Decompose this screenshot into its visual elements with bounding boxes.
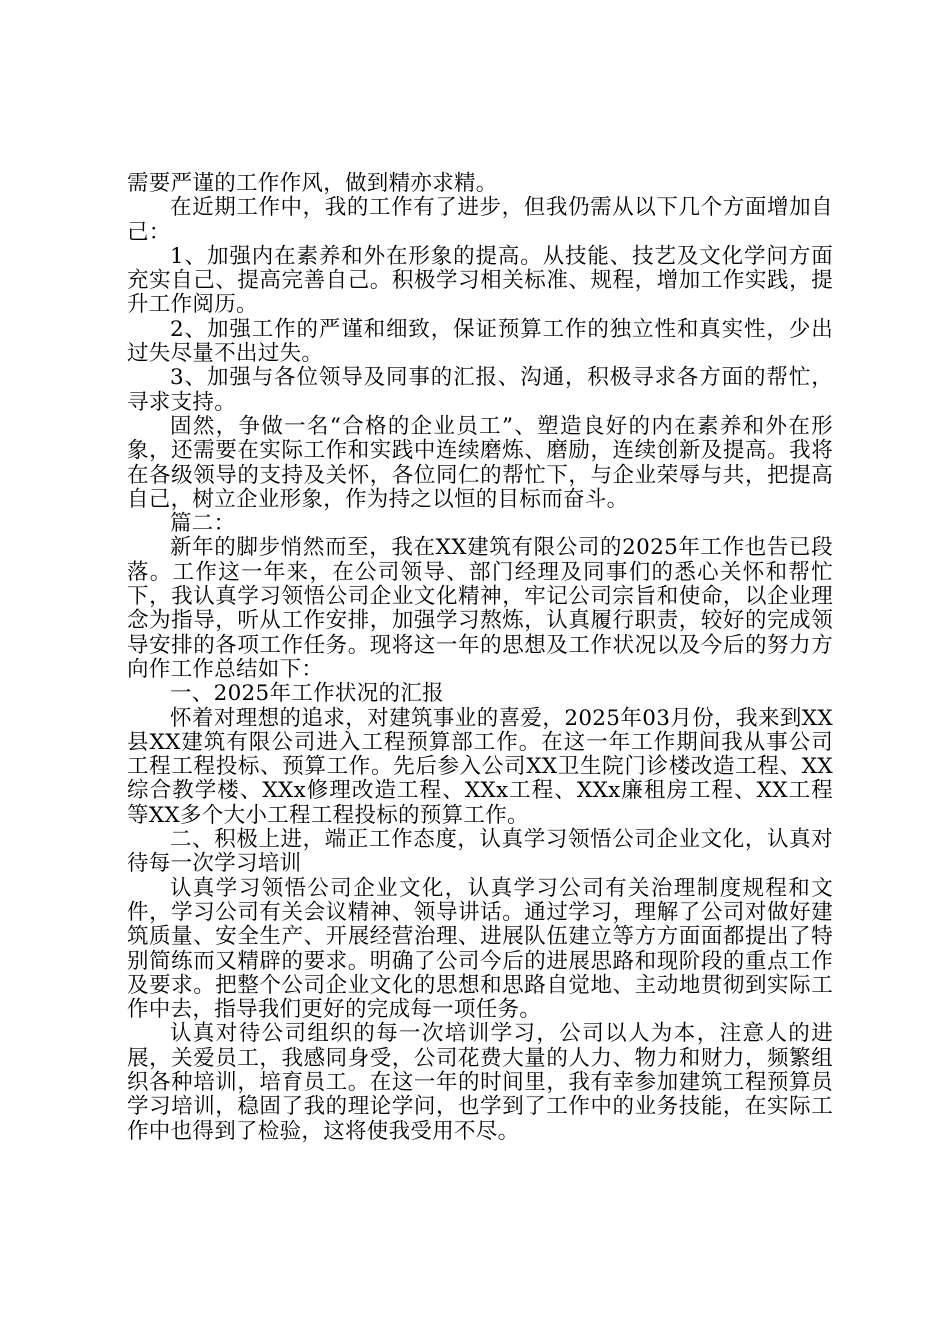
section-heading: 篇二： bbox=[170, 511, 236, 537]
section-heading: 一、2025年工作状况的汇报 bbox=[170, 681, 444, 707]
paragraph: 固然，争做一名“合格的企业员工”、塑造良好的内在素养和外在形象，还需要在实际工作和实践中连续磨炼、磨励，连续创新及提高。我将在各级领导的支持及关怀，各位同仁的帮忙下，与企业荣辱与共，把提高自己，树立企业形象，作为持之以恒的目标而奋斗。 bbox=[127, 413, 833, 512]
paragraph: 在近期工作中，我的工作有了进步，但我仍需从以下几个方面增加自己： bbox=[127, 195, 833, 245]
section-heading: 二、积极上进，端正工作态度，认真学习领悟公司企业文化，认真对待每一次学习培训 bbox=[127, 827, 833, 877]
document-body bbox=[127, 172, 833, 1144]
list-item-3: 3、加强与各位领导及同事的汇报、沟通，积极寻求各方面的帮忙，寻求支持。 bbox=[127, 365, 833, 415]
paragraph: 新年的脚步悄然而至，我在XX建筑有限公司的2025年工作也告已段落。工作这一年来，在公司领导、部门经理及同事们的悉心关怀和帮忙下，我认真学习领悟公司企业文化精神，牢记公司宗旨和使命，以企业理念为指导，听从工作安排，加强学习熬炼，认真履行职责，较好的完成领导安排的各项工作任务。现将这一年的思想及工作状况以及今后的努力方向作工作总结如下： bbox=[127, 535, 833, 682]
paragraph: 认真对待公司组织的每一次培训学习，公司以人为本，注意人的进展，关爱员工，我感同身受，公司花费大量的人力、物力和财力，频繁组织各种培训，培育员工。在这一年的时间里，我有幸参加建筑工程预算员学习培训，稳固了我的理论学问，也学到了工作中的业务技能，在实际工作中也得到了检验，这将使我受用不尽。 bbox=[127, 1021, 833, 1144]
list-item-1: 1、加强内在素养和外在形象的提高。从技能、技艺及文化学问方面充实自己、提高完善自己。积极学习相关标准、规程，增加工作实践，提升工作阅历。 bbox=[127, 243, 833, 318]
paragraph: 怀着对理想的追求，对建筑事业的喜爱，2025年03月份，我来到XX县XX建筑有限公司进入工程预算部工作。在这一年工作期间我从事公司工程工程投标、预算工作。先后参入公司XX卫生院门诊楼改造工程、XX综合教学楼、XXx修理改造工程、XXx工程、XXx廉租房工程、XX工程等XX多个大小工程工程投标的预算工作。 bbox=[127, 705, 833, 828]
paragraph: 需要严谨的工作作风，做到精亦求精。 bbox=[127, 171, 498, 196]
list-item-2: 2、加强工作的严谨和细致，保证预算工作的独立性和真实性，少出过失尽量不出过失。 bbox=[127, 316, 833, 367]
paragraph: 认真学习领悟公司企业文化，认真学习公司有关治理制度规程和文件，学习公司有关会议精神、领导讲话。通过学习，理解了公司对做好建筑质量、安全生产、开展经营治理、进展队伍建立等方方面面都提出了特别简练而又精辟的要求。明确了公司今后的进展思路和现阶段的重点工作及要求。把整个公司企业文化的思想和思路自觉地、主动地贯彻到实际工作中去，指导我们更好的完成每一项任务。 bbox=[127, 875, 833, 1023]
